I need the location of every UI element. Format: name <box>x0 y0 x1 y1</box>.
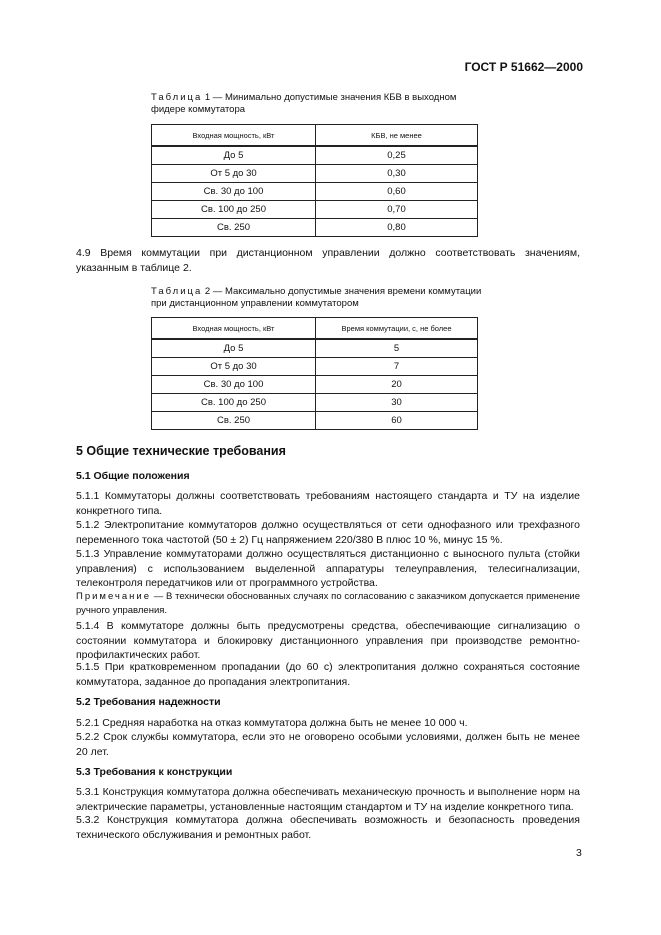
table-cell: 0,60 <box>316 183 478 201</box>
table-row <box>152 183 478 201</box>
paragraph-5-3-2: 5.3.2 Конструкция коммутатора должна обеспечивать возможность и безопасность проведения технического обслуживания и ремонтных работ. <box>76 814 580 841</box>
table1-col-kbv: КБВ, не менее <box>316 125 478 147</box>
paragraph-5-1-4: 5.1.4 В коммутаторе должны быть предусмотрены средства, обеспечивающие сигнализацию о состоянии коммутатора и блокировку дистанционного управления при производстве ремонтно-профилактических работ. <box>76 620 580 661</box>
table2-col-power: Входная мощность, кВт <box>152 318 316 340</box>
table-row <box>152 339 478 358</box>
table-cell: 20 <box>316 376 478 394</box>
table-cell: От 5 до 30 <box>152 358 316 376</box>
table2 <box>151 317 478 430</box>
table1-caption-text: 1 — Минимально допустимые значения КБВ в выходном <box>202 92 457 103</box>
table-cell: 0,25 <box>316 146 478 165</box>
table-cell: 0,80 <box>316 219 478 237</box>
table2-caption-line2: при дистанционном управлении коммутатором <box>151 298 359 309</box>
paragraph-5-1-2: 5.1.2 Электропитание коммутаторов должно осуществляться от сети однофазного или трехфазного переменного тока частотой (50 ± 2) Гц напряжением 220/380 В плюс 10 %, минус 15 %. <box>76 519 580 546</box>
table-row <box>152 394 478 412</box>
table-cell: От 5 до 30 <box>152 165 316 183</box>
table-header-row <box>152 318 478 340</box>
table-cell: Св. 250 <box>152 219 316 237</box>
table-cell: Св. 250 <box>152 412 316 430</box>
table-cell: 5 <box>316 339 478 358</box>
table-cell: До 5 <box>152 339 316 358</box>
note-text: — В технически обоснованных случаях по согласованию с заказчиком допускается применение ручного управления. <box>76 591 580 616</box>
table1-caption <box>151 92 456 116</box>
section-5-title: 5 Общие технические требования <box>76 444 286 458</box>
paragraph-4-9: 4.9 Время коммутации при дистанционном управлении должно соответствовать значениям, указанным в таблице 2. <box>76 247 580 274</box>
subsection-5-3-title: 5.3 Требования к конструкции <box>76 766 233 778</box>
table-row <box>152 165 478 183</box>
paragraph-5-1-1: 5.1.1 Коммутаторы должны соответствовать требованиям настоящего стандарта и ТУ на изделие конкретного типа. <box>76 490 580 517</box>
table2-caption-text: 2 — Максимально допустимые значения времени коммутации <box>202 286 482 297</box>
note <box>76 590 580 617</box>
table-row <box>152 358 478 376</box>
table-cell: Св. 100 до 250 <box>152 394 316 412</box>
table-cell: 0,30 <box>316 165 478 183</box>
paragraph-5-2-2: 5.2.2 Срок службы коммутатора, если это не оговорено особыми условиями, должен быть не менее 20 лет. <box>76 731 580 758</box>
table-row <box>152 201 478 219</box>
paragraph-5-3-1: 5.3.1 Конструкция коммутатора должна обеспечивать механическую прочность и выполнение норм на электрические параметры, установленные настоящим стандартом и ТУ на изделие конкретного типа. <box>76 786 580 813</box>
table2-caption <box>151 286 481 310</box>
table1 <box>151 124 478 237</box>
table1-caption-line2: фидере коммутатора <box>151 104 246 115</box>
table-row <box>152 219 478 237</box>
paragraph-5-1-3: 5.1.3 Управление коммутаторами должно осуществляться дистанционно с выносного пульта (стойки управления) с использованием выделенной аппаратуры телеуправления, телесигнализации, телеконтроля передатчиков или от программного устройства. <box>76 548 580 589</box>
table-cell: Св. 30 до 100 <box>152 183 316 201</box>
table1-col-power: Входная мощность, кВт <box>152 125 316 147</box>
table-cell: Св. 100 до 250 <box>152 201 316 219</box>
table-cell: 7 <box>316 358 478 376</box>
paragraph-5-1-5: 5.1.5 При кратковременном пропадании (до 60 с) электропитания должно сохраняться состояние коммутатора, заданное до пропадания электропитания. <box>76 661 580 688</box>
table-cell: Св. 30 до 100 <box>152 376 316 394</box>
table2-caption-label: Таблица <box>151 286 203 297</box>
table2-col-time: Время коммутации, с, не более <box>316 318 478 340</box>
table-row <box>152 376 478 394</box>
subsection-5-1-title: 5.1 Общие положения <box>76 470 190 482</box>
subsection-5-2-title: 5.2 Требования надежности <box>76 696 221 708</box>
paragraph-5-2-1: 5.2.1 Средняя наработка на отказ коммутатора должна быть не менее 10 000 ч. <box>76 717 468 729</box>
page-number: 3 <box>576 847 582 859</box>
table-cell: До 5 <box>152 146 316 165</box>
table1-caption-label: Таблица <box>151 92 203 103</box>
table-header-row <box>152 125 478 147</box>
table-row <box>152 146 478 165</box>
table-cell: 30 <box>316 394 478 412</box>
table-cell: 60 <box>316 412 478 430</box>
document-id: ГОСТ Р 51662—2000 <box>464 60 583 74</box>
table-cell: 0,70 <box>316 201 478 219</box>
note-label: Примечание <box>76 591 151 602</box>
table-row <box>152 412 478 430</box>
